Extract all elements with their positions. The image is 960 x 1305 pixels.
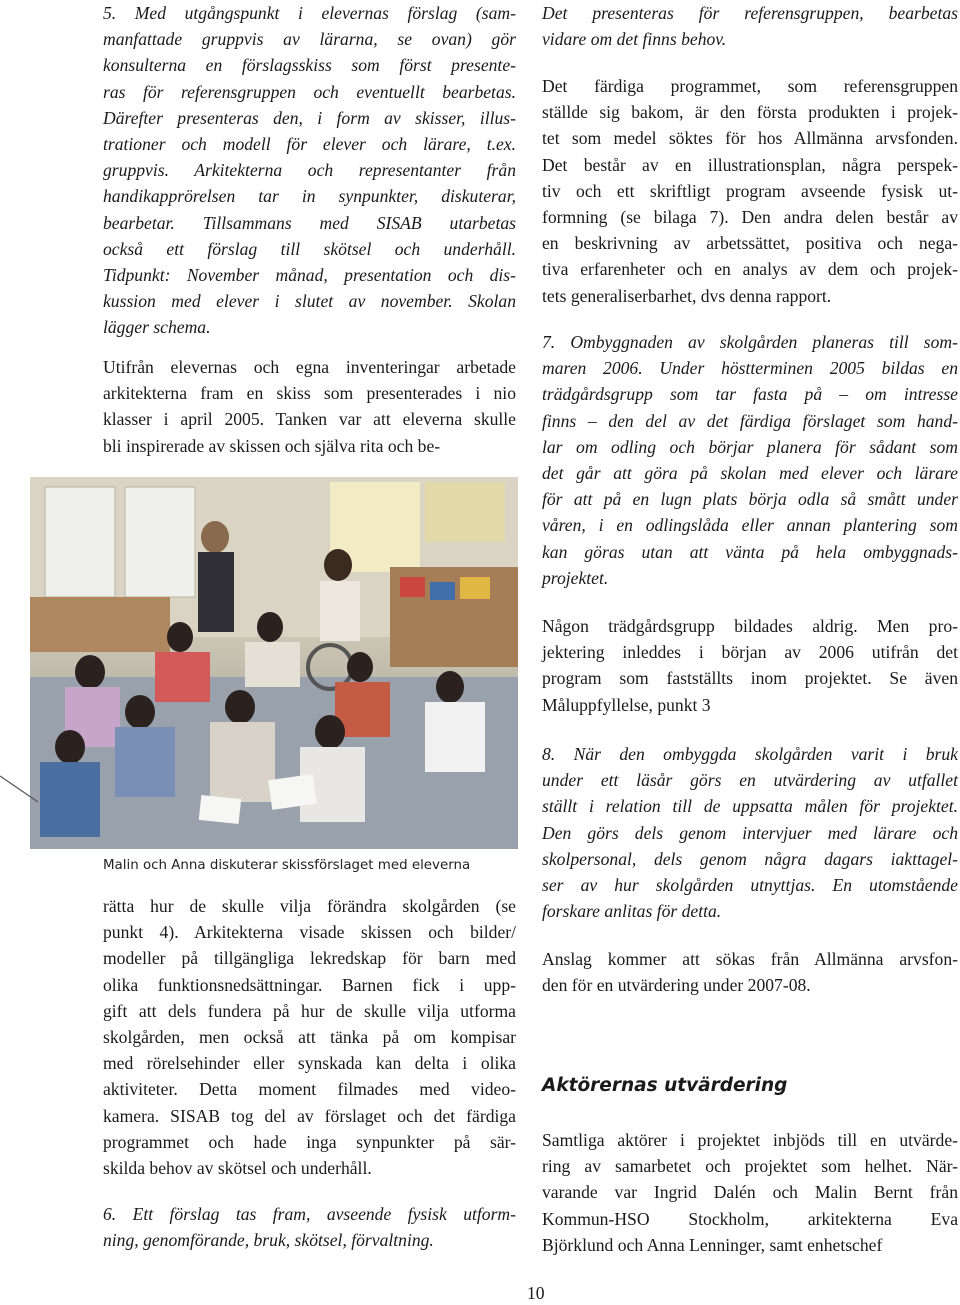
text-line: ställt i relation till de uppsatta målen för projektet. <box>542 796 958 817</box>
text-line: Anslag kommer att sökas från Allmänna arvsfon- <box>542 949 958 969</box>
text-line: ras för referensgruppen och eventuellt bearbetas. <box>103 81 516 102</box>
text-line: 7. Ombyggnaden av skolgården planeras till som- <box>542 332 958 352</box>
text-line: programmet och hade inga synpunkter på sär- <box>103 1131 516 1152</box>
text-line: 5. Med utgångspunkt i elevernas förslag (sam- <box>103 3 516 23</box>
text-line: klasser i april 2005. Tanken var att eleverna skulle <box>103 409 516 430</box>
text-line: med rörelsehinder eller synskada kan delta i olika <box>103 1053 516 1074</box>
text-line: tets generaliserbarhet, dvs denna rapport. <box>542 285 832 306</box>
decorative-line <box>0 760 40 810</box>
text-line: ring av samarbetet och projektet som helhet. När- <box>542 1156 958 1177</box>
text-line: gift att dels fundera på hur de skulle vilja utforma <box>103 1000 516 1021</box>
text-line: bli inspirerade av skissen och själva rita och be- <box>103 435 441 456</box>
text-line: olika funktionsnedsättningar. Barnen fick i upp- <box>103 974 516 995</box>
text-line: tiva erfarenheter och en analys av dem och projek- <box>542 259 958 280</box>
text-line: projektet. <box>542 567 609 588</box>
right-para-tradgardsgrupp <box>542 613 958 718</box>
section-heading: Aktörernas utvärdering <box>542 1075 788 1096</box>
text-line: också ett förslag till skötsel och underhåll. <box>103 238 516 259</box>
left-para-utifran <box>103 354 516 459</box>
text-line: skilda behov av skötsel och underhåll. <box>103 1158 372 1179</box>
text-line: vidare om det finns behov. <box>542 29 727 50</box>
text-line: Björklund och Anna Lenninger, samt enhetschef <box>542 1234 883 1255</box>
text-line: trationer och modell för elever och lärare, t.ex. <box>103 134 516 155</box>
right-para-8 <box>542 741 958 924</box>
text-line: tet som medel söktes för hos Allmänna arvsfonden. <box>542 128 958 149</box>
text-line: under ett läsår görs en utvärdering av utfallet <box>542 770 958 791</box>
text-line: ning, genomförande, bruk, skötsel, förvaltning. <box>103 1230 434 1251</box>
text-line: varande var Ingrid Dalén och Malin Bernt från <box>542 1182 958 1203</box>
text-line: 6. Ett förslag tas fram, avseende fysisk utform- <box>103 1204 516 1224</box>
text-line: en beskrivning av arbetssättet, positiva och nega- <box>542 233 958 254</box>
left-para-6 <box>103 1201 516 1253</box>
text-line: skolgården, men också att tänka på om kompisar <box>103 1027 516 1048</box>
text-line: ställde sig bakom, är den första produkten i projek- <box>542 102 958 123</box>
text-line: maren 2006. Under höstterminen 2005 bildas en <box>542 358 958 379</box>
text-line: för att på en lugn plats börja odla så smått under <box>542 489 958 510</box>
text-line: tiv och ett skriftligt program avseende fysisk ut- <box>542 180 958 201</box>
text-line: det går att göra på skolan med elever och lärare <box>542 463 958 484</box>
right-para-samtliga <box>542 1127 958 1258</box>
text-line: Därefter presenteras den, i form av skisser, illus- <box>103 107 516 128</box>
text-line: Utifrån elevernas och egna inventeringar arbetade <box>103 357 516 377</box>
text-line: program som fastställts inom projektet. Se även <box>542 668 958 689</box>
text-line: Kommun-HSO Stockholm, arkitekterna Eva <box>542 1208 958 1229</box>
classroom-photo-drawing <box>30 477 518 849</box>
text-line: lägger schema. <box>103 317 211 338</box>
text-line: 8. När den ombyggda skolgården varit i bruk <box>542 744 958 764</box>
text-line: rätta hur de skulle vilja förändra skolgården (se <box>103 896 516 916</box>
text-line: Måluppfyllelse, punkt 3 <box>542 694 711 715</box>
text-line: gruppvis. Arkitekterna och representanter från <box>103 160 516 181</box>
photo-caption: Malin och Anna diskuterar skissförslaget med eleverna <box>103 858 471 873</box>
text-line: Det består av en illustrationsplan, några perspek- <box>542 154 958 175</box>
right-para-presenteras <box>542 0 958 52</box>
text-line: lar om odling och börjar planera för sådant som <box>542 436 958 457</box>
right-para-anslag <box>542 946 958 998</box>
text-line: våren, i en odlingslåda eller annan plantering som <box>542 515 958 536</box>
text-line: arkitekterna fram en skiss som presenterades i nio <box>103 383 516 404</box>
right-para-7 <box>542 329 958 591</box>
text-line: kussion med elever i slutet av november. Skolan <box>103 291 516 312</box>
text-line: ser av hur skolgården utnyttjas. En utomstående <box>542 875 958 896</box>
text-line: manfattade gruppvis av lärarna, se ovan) gör <box>103 29 516 50</box>
text-line: trädgårdsgrupp som tar fasta på – om intresse <box>542 384 958 405</box>
text-line: den för en utvärdering under 2007-08. <box>542 975 811 996</box>
text-line: kamera. SISAB tog del av förslaget och det färdiga <box>103 1105 516 1126</box>
text-line: finns – den del av det färdiga förslaget som hand- <box>542 410 958 431</box>
text-line: Tidpunkt: November månad, presentation och dis- <box>103 265 516 286</box>
text-line: kan göras utan att vänta på hela ombyggnads- <box>542 541 958 562</box>
left-para-5 <box>103 0 516 341</box>
text-line: konsulterna en förslagsskiss som först presente- <box>103 55 516 76</box>
text-line: Det färdiga programmet, som referensgruppen <box>542 76 958 96</box>
text-line: skolpersonal, dels genom några dagars iakttagel- <box>542 848 958 869</box>
text-line: Samtliga aktörer i projektet inbjöds till en utvärde- <box>542 1130 958 1150</box>
right-para-fardiga-programmet <box>542 73 958 309</box>
text-line: formning (se bilaga 7). Den andra delen består av <box>542 207 958 228</box>
text-line: aktiviteter. Detta moment filmades med video- <box>103 1079 516 1100</box>
classroom-photo <box>30 477 518 849</box>
text-line: modeller på tillgängliga lekredskap för barn med <box>103 948 516 969</box>
text-line: bearbetar. Tillsammans med SISAB utarbetas <box>103 212 516 233</box>
text-line: Det presenteras för referensgruppen, bearbetas <box>542 3 958 23</box>
text-line: Den görs dels genom intervjuer med lärare och <box>542 822 958 843</box>
page-number: 10 <box>527 1283 545 1303</box>
text-line: Någon trädgårdsgrupp bildades aldrig. Men pro- <box>542 616 958 636</box>
text-line: jektering inleddes i början av 2006 utifrån det <box>542 642 958 663</box>
text-line: punkt 4). Arkitekterna visade skissen och bilder/ <box>103 922 516 943</box>
left-para-ratta <box>103 893 516 1181</box>
text-line: forskare anlitas för detta. <box>542 901 722 922</box>
text-line: handikapprörelsen tar in synpunkter, diskuterar, <box>103 186 516 207</box>
